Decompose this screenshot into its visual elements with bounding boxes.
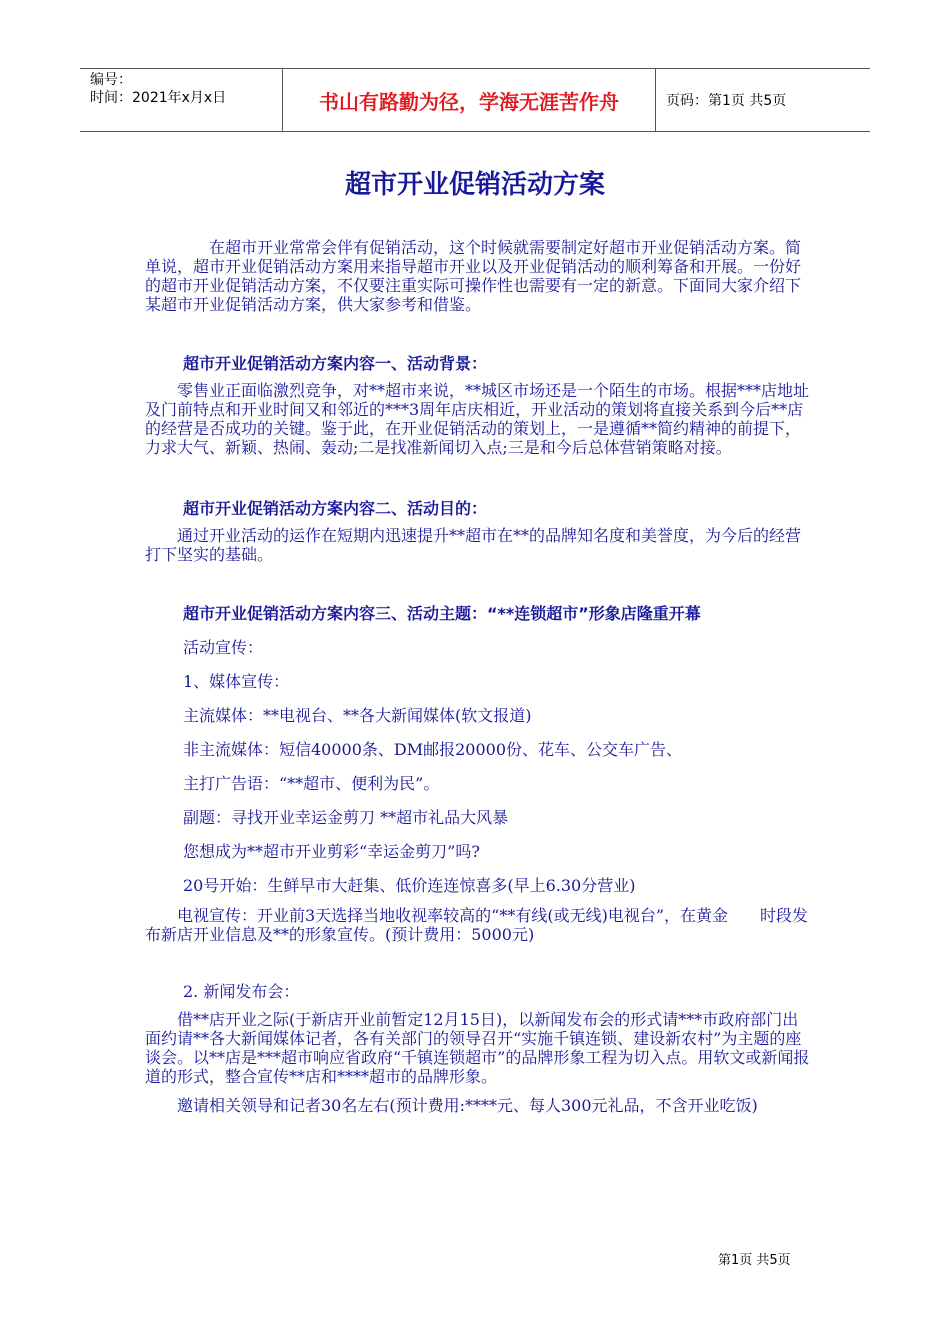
header-motto: 书山有路勤为径，学海无涯苦作舟 xyxy=(282,69,656,131)
section3-line: 活动宣传： xyxy=(183,638,264,657)
intro-paragraph: 在超市开业常常会伴有促销活动，这个时候就需要制定好超市开业促销活动方案。简单说，超市开业促销活动方案用来指导超市开业以及开业促销活动的顺利筹备和开展。一份好的超市开业促销活动方案，不仅要注重实际可操作性也需要有一定的新意。下面同大家介绍下某超市开业促销活动方案，供大家参考和借鉴。 xyxy=(145,238,802,314)
section1-body: 零售业正面临激烈竞争，对**超市来说，**城区市场还是一个陌生的市场。根据***店地址及门前特点和开业时间又和邻近的***3周年店庆相近，开业活动的策划将直接关系到今后**店的经营是否成功的关键。鉴于此，在开业促销活动的策划上，一是遵循**简约精神的前提下，力求大气、新颖、热闹、轰动;二是找准新闻切入点;三是和今后总体营销策略对接。 xyxy=(145,381,810,457)
section2-heading: 超市开业促销活动方案内容二、活动目的： xyxy=(183,499,488,518)
document-body xyxy=(145,238,811,1115)
section3-line: 非主流媒体：短信40000条、DM邮报20000份、花车、公交车广告、 xyxy=(183,740,683,759)
section4-body2: 邀请相关领导和记者30名左右(预计费用:****元、每人300元礼品，不含开业吃饭) xyxy=(177,1096,758,1115)
section3-tv: 电视宣传：开业前3天选择当地收视率较高的“**有线(或无线)电视台”，在黄金 时段发布新店开业信息及**的形象宣传。(预计费用：5000元) xyxy=(145,906,809,944)
section3-line: 20号开始：生鲜早市大赶集、低价连连惊喜多(早上6.30分营业) xyxy=(183,876,636,895)
section4-heading: 2. 新闻发布会： xyxy=(183,982,300,1001)
section3-line: 主流媒体：**电视台、**各大新闻媒体(软文报道) xyxy=(183,706,532,725)
section3-heading: 超市开业促销活动方案内容三、活动主题：“**连锁超市”形象店隆重开幕 xyxy=(183,604,701,623)
section1-heading: 超市开业促销活动方案内容一、活动背景： xyxy=(183,354,488,373)
header-date: 时间：2021年x月x日 xyxy=(90,90,227,106)
page-header xyxy=(80,68,870,132)
section3-line: 主打广告语：“**超市、便利为民”。 xyxy=(183,774,440,793)
section2-body: 通过开业活动的运作在短期内迅速提升**超市在**的品牌知名度和美誉度，为今后的经营打下坚实的基础。 xyxy=(145,526,802,564)
page-footer: 第1页 共5页 xyxy=(718,1253,791,1268)
section3-line: 副题：寻找开业幸运金剪刀 **超市礼品大风暴 xyxy=(183,808,509,827)
header-number: 编号： xyxy=(90,72,132,88)
header-meta xyxy=(90,71,280,107)
section4-body1: 借**店开业之际(于新店开业前暂定12月15日)，以新闻发布会的形式请***市政府部门出面约请**各大新闻媒体记者，各有关部门的领导召开“实施千镇连锁、建设新农村”为主题的座谈会。以**店是***超市响应省政府“千镇连锁超市”的品牌形象工程为切入点。用软文或新闻报道的形式，整合宣传**店和****超市的品牌形象。 xyxy=(145,1010,810,1086)
section3-line: 您想成为**超市开业剪彩“幸运金剪刀”吗? xyxy=(183,842,480,861)
document-title: 超市开业促销活动方案 xyxy=(344,170,605,200)
section3-line: 1、媒体宣传： xyxy=(183,672,290,691)
header-page-info: 页码：第1页 共5页 xyxy=(666,93,787,109)
